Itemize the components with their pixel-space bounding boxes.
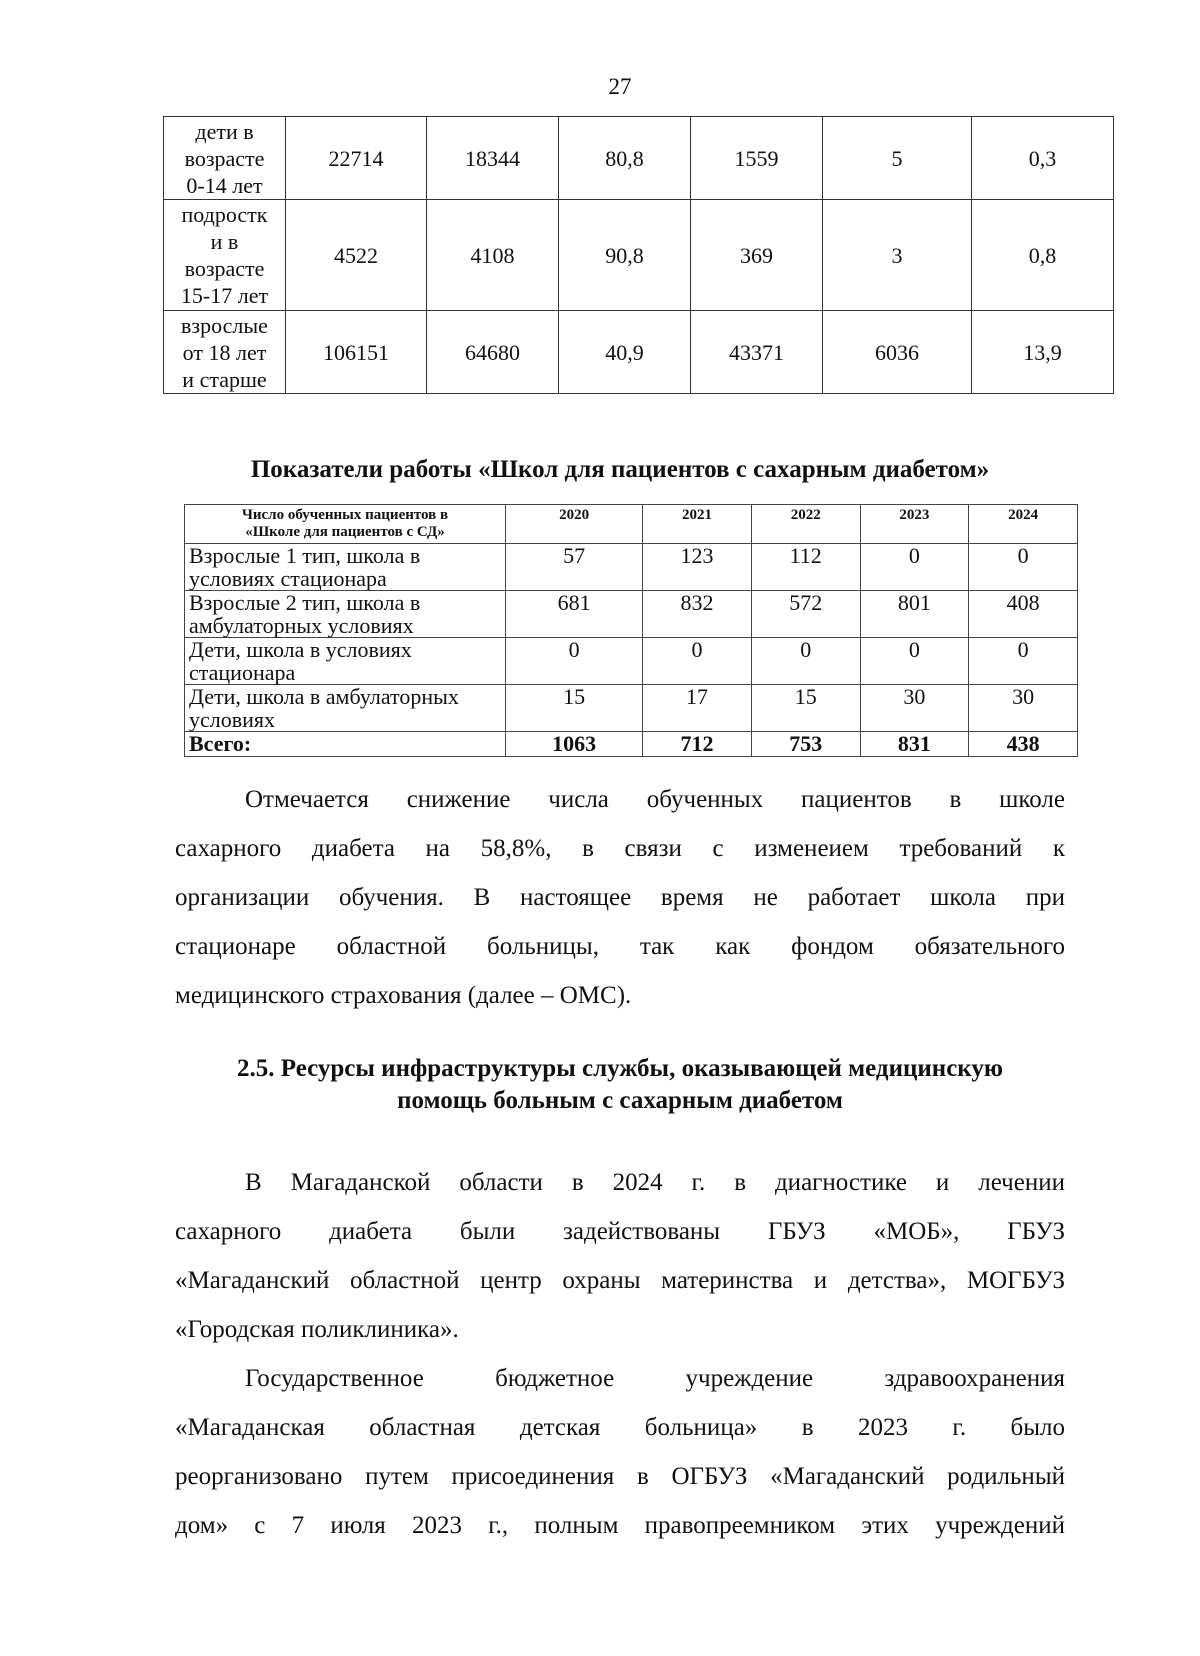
paragraph-training-decline: Отмечается снижение числа обученных пациентов в школе сахарного диабета на 58,8%, в связи с изменеием требований к организации обучения. В настоящее время не работает школа при стационаре областной больницы, так как фондом обязательного медицинского страхования (далее – ОМС). bbox=[175, 786, 1065, 1009]
table-row bbox=[164, 311, 1114, 394]
table-row bbox=[164, 200, 1114, 311]
diabetes-school-table bbox=[184, 504, 1078, 757]
table-cell: 90,8 bbox=[559, 200, 691, 311]
header-year: 2021 bbox=[643, 505, 752, 544]
total-row bbox=[185, 732, 1078, 757]
table-cell: 57 bbox=[506, 544, 643, 591]
table-cell: 5 bbox=[823, 117, 972, 200]
table-row bbox=[185, 685, 1078, 732]
table-cell: 15 bbox=[751, 685, 860, 732]
table-cell: 0 bbox=[751, 638, 860, 685]
table-cell: 0,3 bbox=[972, 117, 1114, 200]
table-cell: 17 bbox=[643, 685, 752, 732]
table-cell: 80,8 bbox=[559, 117, 691, 200]
header-label: Число обученных пациентов в «Школе для пациентов с СД» bbox=[185, 505, 506, 544]
table-cell: 408 bbox=[969, 591, 1078, 638]
total-cell: 712 bbox=[643, 732, 752, 757]
table-cell: 1559 bbox=[691, 117, 823, 200]
table-cell: 801 bbox=[860, 591, 969, 638]
page-number: 27 bbox=[608, 74, 632, 99]
row-label: Взрослые 2 тип, школа в амбулаторных условиях bbox=[185, 591, 506, 638]
table-cell: 832 bbox=[643, 591, 752, 638]
header-year: 2024 bbox=[969, 505, 1078, 544]
header-year: 2022 bbox=[751, 505, 860, 544]
table-cell: 0 bbox=[860, 638, 969, 685]
row-label: Дети, школа в амбулаторных условиях bbox=[185, 685, 506, 732]
row-label: Взрослые 1 тип, школа в условиях стационара bbox=[185, 544, 506, 591]
table-cell: 572 bbox=[751, 591, 860, 638]
table-row bbox=[185, 591, 1078, 638]
table-cell: 18344 bbox=[427, 117, 559, 200]
table-row bbox=[185, 638, 1078, 685]
table-cell: 0 bbox=[969, 544, 1078, 591]
table-cell: 13,9 bbox=[972, 311, 1114, 394]
row-label: Дети, школа в условиях стационара bbox=[185, 638, 506, 685]
total-label: Всего: bbox=[185, 732, 506, 757]
table-cell: 106151 bbox=[286, 311, 427, 394]
table-row bbox=[164, 117, 1114, 200]
table-cell: 15 bbox=[506, 685, 643, 732]
header-year: 2020 bbox=[506, 505, 643, 544]
population-table bbox=[163, 116, 1114, 394]
table-cell: 6036 bbox=[823, 311, 972, 394]
table-cell: 3 bbox=[823, 200, 972, 311]
paragraph-reorganization: Государственное бюджетное учреждение здравоохранения «Магаданская областная детская больница» в 2023 г. было реорганизовано путем присоединения в ОГБУЗ «Магаданский родильный дом» с 7 июля 2023 г., полным правопреемником этих учреждений bbox=[175, 1365, 1065, 1539]
total-cell: 753 bbox=[751, 732, 860, 757]
total-cell: 438 bbox=[969, 732, 1078, 757]
subsection-title: 2.5. Ресурсы инфраструктуры службы, оказывающей медицинскую помощь больным с сахарным диабетом bbox=[237, 1055, 1003, 1114]
table-cell: 64680 bbox=[427, 311, 559, 394]
section-title: Показатели работы «Школ для пациентов с сахарным диабетом» bbox=[250, 456, 990, 483]
table-cell: 22714 bbox=[286, 117, 427, 200]
table-cell: 0 bbox=[643, 638, 752, 685]
table-cell: 369 bbox=[691, 200, 823, 311]
table-cell: 30 bbox=[860, 685, 969, 732]
table-row bbox=[185, 544, 1078, 591]
table-cell: 112 bbox=[751, 544, 860, 591]
row-label: взрослые от 18 лет и старше bbox=[164, 311, 286, 394]
header-year: 2023 bbox=[860, 505, 969, 544]
row-label: дети в возрасте 0-14 лет bbox=[164, 117, 286, 200]
paragraph-institutions: В Магаданской области в 2024 г. в диагностике и лечении сахарного диабета были задействованы ГБУЗ «МОБ», ГБУЗ «Магаданский областной центр охраны материнства и детства», МОГБУЗ «Городская поликлиника». bbox=[175, 1169, 1065, 1343]
total-cell: 831 bbox=[860, 732, 969, 757]
table-cell: 123 bbox=[643, 544, 752, 591]
table-cell: 40,9 bbox=[559, 311, 691, 394]
table-cell: 4522 bbox=[286, 200, 427, 311]
table-header-row bbox=[185, 505, 1078, 544]
table-cell: 4108 bbox=[427, 200, 559, 311]
table-cell: 0 bbox=[860, 544, 969, 591]
table-cell: 30 bbox=[969, 685, 1078, 732]
table-cell: 0 bbox=[506, 638, 643, 685]
row-label: подростк и в возрасте 15-17 лет bbox=[164, 200, 286, 311]
table-cell: 0,8 bbox=[972, 200, 1114, 311]
total-cell: 1063 bbox=[506, 732, 643, 757]
table-cell: 0 bbox=[969, 638, 1078, 685]
table-cell: 681 bbox=[506, 591, 643, 638]
table-cell: 43371 bbox=[691, 311, 823, 394]
